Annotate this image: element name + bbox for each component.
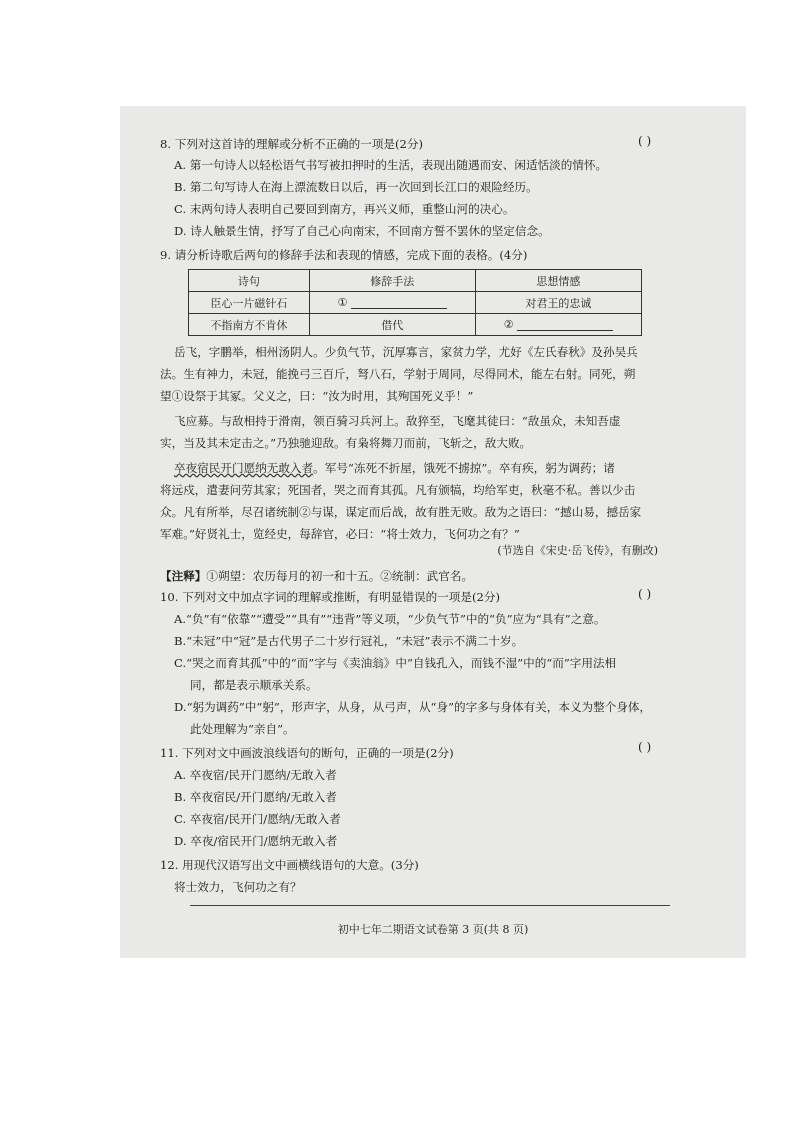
table-header-row (189, 270, 642, 292)
table-row (189, 292, 642, 314)
page-footer: 初中七年二期语文试卷第 3 页(共 8 页) (337, 923, 529, 936)
exam-page-photo (120, 106, 746, 958)
table-header-poem: 诗句 (189, 270, 310, 292)
q12-sentence: 将士效力，飞何功之有？ (174, 880, 302, 894)
rhetoric-table (188, 269, 642, 336)
passage-p3-line4: 军难。”好贤礼士，览经史，每辞官，必曰：“将士效力，飞何功之有？” (160, 527, 520, 541)
blank-marker-1: ① (337, 295, 348, 309)
q11-option-d: D. 卒夜/宿民开门/愿纳无敢入者 (174, 834, 338, 848)
q8-stem: 8. 下列对这首诗的理解或分析不正确的一项是(2分) (160, 137, 424, 151)
passage-p2-line2: 实，当及其未定击之。”乃独驰迎敌。有枭将舞刀而前，飞斩之，敌大败。 (160, 436, 532, 450)
q12-stem: 12. 用现代汉语写出文中画横线语句的大意。(3分) (160, 858, 419, 872)
table-cell-blank-2[interactable] (475, 314, 641, 336)
table-row (189, 314, 642, 336)
answer-blank-1[interactable] (351, 296, 447, 309)
annotation (160, 566, 720, 586)
q8-option-b: B. 第二句写诗人在海上漂流数日以后，再一次回到长江口的艰险经历。 (174, 180, 538, 194)
q10-option-a: A.“负”有“依靠”“遭受”“具有”“违背”等义项，“少负气节”中的“负”应为“具有”之意。 (174, 612, 606, 626)
table-header-rhetoric: 修辞手法 (309, 270, 475, 292)
answer-blank-2[interactable] (517, 318, 613, 331)
blank-marker-2: ② (503, 317, 514, 331)
q9-stem: 9. 请分析诗歌后两句的修辞手法和表现的情感，完成下面的表格。(4分) (160, 248, 528, 262)
footer-rule (190, 905, 670, 906)
passage-source: (节选自《宋史·岳飞传》，有删改) (497, 544, 658, 557)
passage-p1-line3: 望①设祭于其冢。父义之，曰：“汝为时用，其殉国死义乎！” (160, 389, 474, 403)
annotation-text: ①朔望：农历每月的初一和十五。②统制：武官名。 (206, 569, 474, 583)
passage-p3-line3: 众。凡有所举，尽召诸统制②与谋，谋定而后战，故有胜无败。敌为之语曰：“撼山易，撼岳家 (160, 505, 642, 519)
passage-p3-line1-rest: 。军号“冻死不折屋，饿死不掳掠”。卒有疾，躬为调药；诸 (313, 461, 615, 475)
passage-p2-line1: 飞应募。与敌相持于滑南，领百骑习兵河上。敌猝至，飞麾其徒曰：“敌虽众，未知吾虚 (174, 414, 621, 428)
q10-stem: 10. 下列对文中加点字词的理解或推断，有明显错误的一项是(2分) (160, 590, 500, 604)
q8-option-a: A. 第一句诗人以轻松语气书写被扣押时的生活，表现出随遇而安、闲适恬淡的情怀。 (174, 158, 608, 172)
passage-p1-line1: 岳飞，字鹏举，相州汤阴人。少负气节，沉厚寡言，家贫力学，尤好《左氏春秋》及孙吴兵 (174, 345, 638, 359)
q11-option-a: A. 卒夜宿/民开门愿纳/无敢入者 (174, 768, 337, 782)
passage-p3-line1 (174, 458, 734, 478)
q10-option-d-line2: 此处理解为“亲自”。 (190, 722, 295, 736)
q11-option-b: B. 卒夜宿民/开门愿纳/无敢入者 (174, 790, 337, 804)
table-cell-rhetoric-2: 借代 (309, 314, 475, 336)
table-cell-blank-1[interactable] (309, 292, 475, 314)
q10-option-c-line1: C.“哭之而育其孤”中的“而”字与《卖油翁》中“自钱孔入，而钱不湿”中的“而”字用法相 (174, 656, 617, 670)
q11-answer-paren: ( ) (638, 740, 652, 754)
annotation-tag: 【注释】 (160, 569, 207, 583)
q11-option-c: C. 卒夜宿/民开门/愿纳/无敢入者 (174, 812, 341, 826)
q8-option-c: C. 末两句诗人表明自己要回到南方，再兴义师，重整山河的决心。 (174, 202, 515, 216)
wavy-underlined-sentence: 卒夜宿民开门愿纳无敢入者 (174, 461, 314, 475)
q8-option-d: D. 诗人触景生情，抒写了自己心向南宋，不回南方誓不罢休的坚定信念。 (174, 224, 550, 238)
table-cell-poem-line-1: 臣心一片磁针石 (189, 292, 310, 314)
table-cell-emotion-1: 对君王的忠诚 (475, 292, 641, 314)
q10-option-d-line1: D.“躬为调药”中“躬”，形声字，从身，从弓声，从“身”的字多与身体有关，本义为整个身体， (174, 700, 652, 714)
passage-p1-line2: 法。生有神力，未冠，能挽弓三百斤，弩八石，学射于周同，尽得同术，能左右射。同死，朔 (160, 367, 636, 381)
table-header-emotion: 思想情感 (475, 270, 641, 292)
q10-option-c-line2: 同，都是表示顺承关系。 (190, 678, 318, 692)
q10-answer-paren: ( ) (638, 587, 652, 601)
q8-answer-paren: ( ) (638, 134, 652, 148)
passage-p3-line2: 将远戍，遣妻问劳其家；死国者，哭之而育其孤。凡有颁犒，均给军吏，秋毫不私。善以少击 (160, 483, 636, 497)
q10-option-b: B.“未冠”中“冠”是古代男子二十岁行冠礼，“未冠”表示不满二十岁。 (174, 634, 524, 648)
table-cell-poem-line-2: 不指南方不肯休 (189, 314, 310, 336)
q11-stem: 11. 下列对文中画波浪线语句的断句，正确的一项是(2分) (160, 746, 454, 760)
